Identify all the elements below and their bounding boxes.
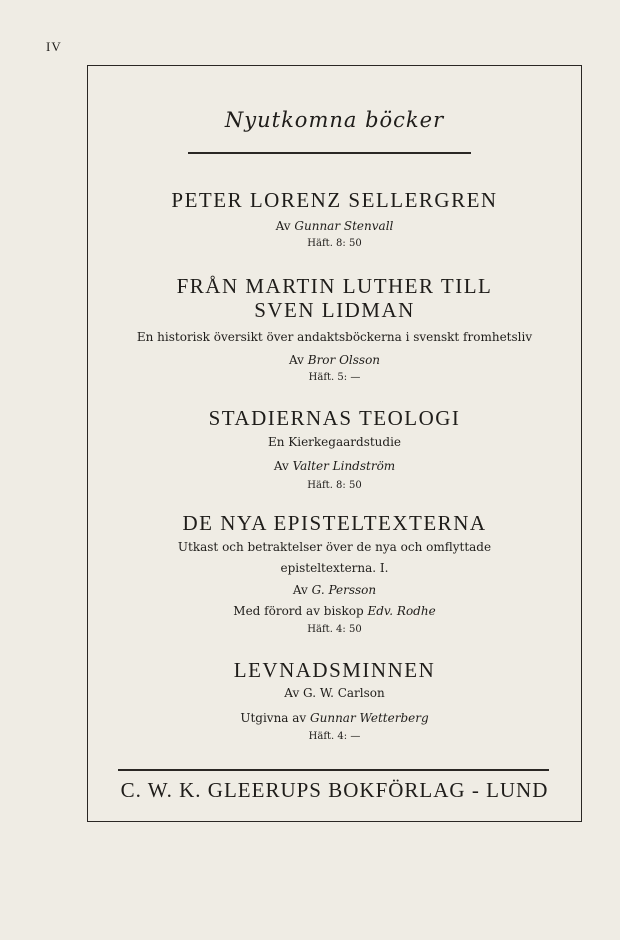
book-subtitle-4a: Utkast och betraktelser över de nya och omflyttade <box>177 540 492 554</box>
book-price-2: Häft. 5: — <box>308 372 361 383</box>
book-price-1: Häft. 8: 50 <box>307 238 362 249</box>
book-subtitle-4b: episteltexterna. I. <box>280 561 389 575</box>
editor-prefix: Utgivna av <box>240 711 307 725</box>
book-subtitle-2: En historisk översikt över andaktsböckerna i svenskt fromhetsliv <box>136 330 533 344</box>
book-title-4: DE NYA EPISTELTEXTERNA <box>182 511 487 535</box>
book-author-line-3 <box>88 459 581 473</box>
publisher-name: C. W. K. GLEERUPS BOKFÖRLAG - LUND <box>120 778 549 802</box>
page-number: IV <box>46 39 62 54</box>
book-author-line-1 <box>88 219 581 233</box>
book-author-line-4 <box>88 583 581 597</box>
book-author-2: Bror Olsson <box>307 353 381 367</box>
book-title-1: PETER LORENZ SELLERGREN <box>171 188 498 212</box>
book-foreword-4 <box>88 604 581 618</box>
book-editor-5 <box>88 711 581 725</box>
author-prefix: Av <box>288 353 304 367</box>
book-price-5: Häft. 4: — <box>308 731 361 742</box>
author-prefix: Av <box>273 459 289 473</box>
book-editor: Gunnar Wetterberg <box>310 711 429 725</box>
heading-rule <box>188 152 471 154</box>
book-price-4: Häft. 4: 50 <box>307 624 362 635</box>
author-prefix: Av <box>292 583 308 597</box>
book-subtitle-3: En Kierkegaardstudie <box>267 435 402 449</box>
author-prefix: Av <box>275 219 291 233</box>
advertisement-frame <box>87 65 582 822</box>
book-author-line-2 <box>88 353 581 367</box>
book-author-line-5: Av G. W. Carlson <box>284 686 385 700</box>
foreword-prefix: Med förord av biskop <box>233 604 364 618</box>
footer-rule <box>118 769 549 771</box>
book-title-5: LEVNADSMINNEN <box>233 658 436 682</box>
foreword-author: Edv. Rodhe <box>367 604 436 618</box>
book-author-1: Gunnar Stenvall <box>294 219 394 233</box>
book-price-3: Häft. 8: 50 <box>307 480 362 491</box>
book-title-3: STADIERNAS TEOLOGI <box>208 406 461 430</box>
book-title-2a: FRÅN MARTIN LUTHER TILL <box>176 274 493 298</box>
book-author-4: G. Persson <box>311 583 377 597</box>
section-heading: Nyutkomna böcker <box>224 108 445 132</box>
book-author-3: Valter Lindström <box>292 459 396 473</box>
book-title-2b: SVEN LIDMAN <box>254 298 415 322</box>
